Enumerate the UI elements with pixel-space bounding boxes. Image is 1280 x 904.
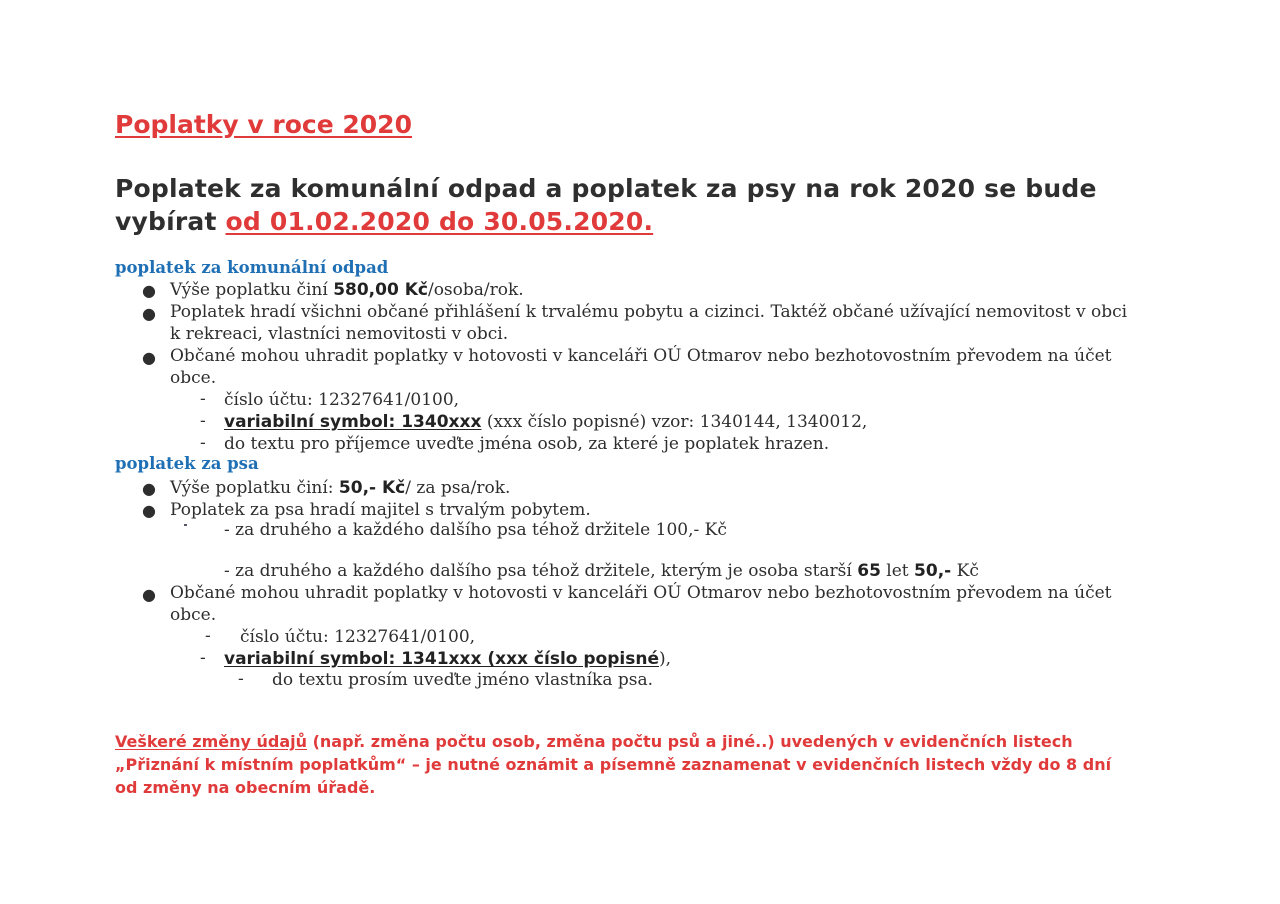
waste-variable-symbol xyxy=(224,411,867,433)
waste-payers-line1: Poplatek hradí všichni občané přihlášení k trvalému pobytu a cizinci. Taktéž občané užívající nemovitost v obci xyxy=(170,302,1128,322)
dash-marker: - xyxy=(200,433,206,453)
dog-senior-amount: 50,- xyxy=(914,561,952,581)
dog-vs-post: ), xyxy=(658,649,672,669)
dog-pay-line1: Občané mohou uhradit poplatky v hotovosti v kanceláři OÚ Otmarov nebo bezhotovostním převodem na účet xyxy=(170,583,1112,603)
bullet-icon: ● xyxy=(142,479,156,498)
waste-pay-line2: obce. xyxy=(170,368,217,388)
page-title: Poplatky v roce 2020 xyxy=(115,110,412,139)
dog-senior-mid: let xyxy=(880,561,915,581)
notice-line2: „Přiznání k místním poplatkům“ – je nutné oznámit a písemně zaznamenat v evidenčních listech vždy do 8 dní xyxy=(115,755,1112,774)
waste-account: číslo účtu: 12327641/0100, xyxy=(224,390,460,410)
dog-fee-prefix: Výše poplatku činí: xyxy=(170,478,339,498)
waste-pay-line1: Občané mohou uhradit poplatky v hotovosti v kanceláři OÚ Otmarov nebo bezhotovostním převodem na účet xyxy=(170,346,1112,366)
waste-fee-prefix: Výše poplatku činí xyxy=(170,280,334,300)
dog-payers: Poplatek za psa hradí majitel s trvalým pobytem. xyxy=(170,500,591,520)
waste-vs-label: variabilní symbol: 1340xxx xyxy=(224,412,482,432)
collection-dates: od 01.02.2020 do 30.05.2020. xyxy=(225,207,654,236)
bullet-icon: ● xyxy=(142,585,156,604)
notice-underlined: Veškeré změny údajů xyxy=(115,732,307,751)
section-title-dogs: poplatek za psa xyxy=(115,454,259,473)
dog-fee-line xyxy=(170,477,510,499)
bullet-icon: ● xyxy=(142,501,156,520)
waste-fee-amount: 580,00 Kč xyxy=(333,280,428,300)
dash-marker: - xyxy=(200,389,206,409)
waste-note: do textu pro příjemce uveďte jména osob, za které je poplatek hrazen. xyxy=(224,434,830,454)
main-heading xyxy=(115,172,1205,238)
waste-payers-line2: k rekreaci, vlastníci nemovitosti v obci. xyxy=(170,324,509,344)
bullet-icon: ● xyxy=(142,348,156,367)
scan-speck xyxy=(184,524,187,526)
dog-account: číslo účtu: 12327641/0100, xyxy=(240,627,476,647)
dash-marker: - xyxy=(205,626,211,646)
dog-senior-currency: Kč xyxy=(951,561,979,581)
heading-text: Poplatek za komunální odpad a poplatek za psy na rok 2020 se bude vybírat xyxy=(115,174,1097,236)
dog-fee-unit: / za psa/rok. xyxy=(405,478,511,498)
dog-senior-age: 65 xyxy=(857,561,881,581)
dash-marker: - xyxy=(200,648,206,668)
waste-vs-note: (xxx číslo popisné) vzor: 1340144, 1340012, xyxy=(481,412,868,432)
dash-marker: - xyxy=(238,669,244,689)
dog-pay-line2: obce. xyxy=(170,605,217,625)
dog-vs-label: variabilní symbol: 1341xxx (xxx číslo popisné xyxy=(224,649,659,669)
waste-fee-unit: /osoba/rok. xyxy=(427,280,524,300)
dog-note: do textu prosím uveďte jméno vlastníka psa. xyxy=(272,670,654,690)
notice-line1-rest: (např. změna počtu osob, změna počtu psů a jiné..) uvedených v evidenčních listech xyxy=(307,732,1073,751)
changes-notice xyxy=(115,730,1185,799)
dash-marker: - xyxy=(200,411,206,431)
dog-senior-fee xyxy=(224,560,979,582)
bullet-icon: ● xyxy=(142,281,156,300)
notice-line3: od změny na obecním úřadě. xyxy=(115,778,376,797)
dog-variable-symbol xyxy=(224,648,671,670)
bullet-icon: ● xyxy=(142,304,156,323)
dog-senior-prefix: - za druhého a každého dalšího psa téhož držitele, kterým je osoba starší xyxy=(224,561,858,581)
notice-line1 xyxy=(115,730,1185,753)
section-title-waste: poplatek za komunální odpad xyxy=(115,258,389,277)
dog-second-fee: - za druhého a každého dalšího psa téhož držitele 100,- Kč xyxy=(224,520,727,540)
waste-fee-line xyxy=(170,279,524,301)
dog-fee-amount: 50,- Kč xyxy=(338,478,406,498)
